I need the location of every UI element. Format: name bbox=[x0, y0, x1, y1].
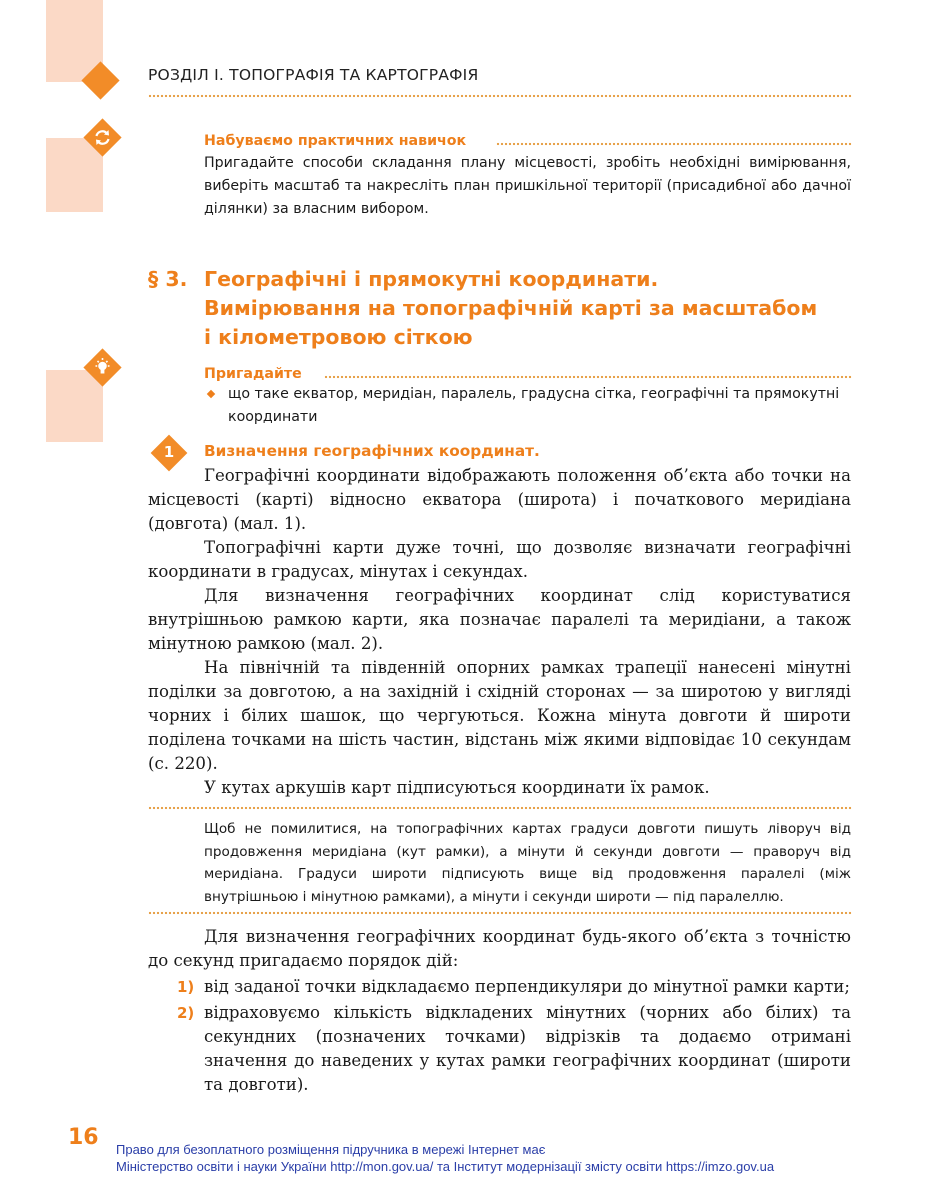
recall-bullet-icon bbox=[207, 390, 215, 398]
paragraph-1: Географічні координати відображають положення об’єкта або точки на місцевості (карті) відносно екватора (широта) і початкового меридіана (довгота) (мал. 1). bbox=[148, 466, 851, 533]
paragraph-3: Для визначення географічних координат слід користуватися внутрішньою рамкою карти, яка позначає паралелі та меридіани, а також мінутною рамкою (мал. 2). bbox=[148, 586, 851, 653]
procedure bbox=[148, 925, 851, 1097]
note-rule-top bbox=[148, 806, 852, 810]
subsection-body bbox=[148, 464, 851, 800]
chapter-header: РОЗДІЛ І. ТОПОГРАФІЯ ТА КАРТОГРАФІЯ bbox=[148, 66, 479, 84]
paragraph-2: Топографічні карти дуже точні, що дозволяє визначати географічні координати в градусах, мінутах і секундах. bbox=[148, 538, 851, 581]
step-number-2: 2) bbox=[177, 1004, 195, 1022]
step-text-2: відраховуємо кількість відкладених мінутних (чорних або білих) та секундних (позначених точками) відрізків та додаємо отримані значення до наведених у кутах рамки географічних координат (широти та довготи). bbox=[204, 1003, 851, 1094]
subsection-number: 1 bbox=[163, 443, 175, 461]
section-number: § 3. bbox=[148, 267, 188, 291]
header-rule bbox=[148, 94, 852, 98]
page-number: 16 bbox=[68, 1125, 99, 1150]
refresh-icon bbox=[87, 122, 118, 153]
note-text: Щоб не помилитися, на топографічних картах градуси довготи пишуть ліворуч від продовження меридіана (кут рамки), а мінути й секунди довготи — праворуч від меридіана. Градуси широти підписують вище від продовження паралелі (між внутрішньою і мінутною рамками), а мінути і секунди широти — під паралеллю. bbox=[204, 821, 851, 905]
footer-line2: Міністерство освіти і науки України http://mon.gov.ua/ та Інститут модернізації змісту освіти https://imzo.gov.ua bbox=[116, 1159, 775, 1174]
practice-text: Пригадайте способи складання плану місцевості, зробіть необхідні вимірювання, виберіть масштаб та накресліть план пришкільної території (присадибної або дачної ділянки) за власним вибором. bbox=[204, 155, 851, 217]
paragraph-4: На північній та південній опорних рамках трапеції нанесені мінутні поділки за довготою, а на західній і східній сторонах — за широтою у вигляді чорних і білих шашок, що чергуються. Кожна мінута довготи й широти поділена точками на шість частин, відстань між якими відповідає 10 секундам (с. 220). bbox=[148, 658, 851, 773]
diamond-marker-icon bbox=[87, 67, 114, 94]
procedure-intro: Для визначення географічних координат будь-якого об’єкта з точністю до секунд пригадаємо порядок дій: bbox=[148, 927, 851, 970]
footer-line1: Право для безоплатного розміщення підручника в мережі Інтернет має bbox=[116, 1142, 546, 1157]
section-title-line1: Географічні і прямокутні координати. bbox=[204, 267, 659, 291]
note-rule-bottom bbox=[148, 911, 852, 915]
recall-title-rule bbox=[324, 375, 852, 379]
recall-title: Пригадайте bbox=[204, 366, 302, 382]
recall-item: що таке екватор, меридіан, паралель, градусна сітка, географічні та прямокутні координати bbox=[228, 386, 840, 425]
lightbulb-icon bbox=[87, 352, 118, 383]
subsection-title: Визначення географічних координат. bbox=[204, 442, 540, 460]
step-number-1: 1) bbox=[177, 978, 195, 996]
section-title-line3: і кілометровою сіткою bbox=[204, 325, 473, 349]
procedure-step-1 bbox=[148, 975, 851, 999]
section-title-line2: Вимірювання на топографічній карті за масштабом bbox=[204, 296, 818, 320]
step-text-1: від заданої точки відкладаємо перпендикуляри до мінутної рамки карти; bbox=[204, 977, 850, 996]
paragraph-5: У кутах аркушів карт підписуються координати їх рамок. bbox=[204, 778, 710, 797]
practice-title-rule bbox=[496, 142, 852, 146]
practice-title: Набуваємо практичних навичок bbox=[204, 133, 467, 149]
procedure-step-2 bbox=[148, 1001, 851, 1097]
